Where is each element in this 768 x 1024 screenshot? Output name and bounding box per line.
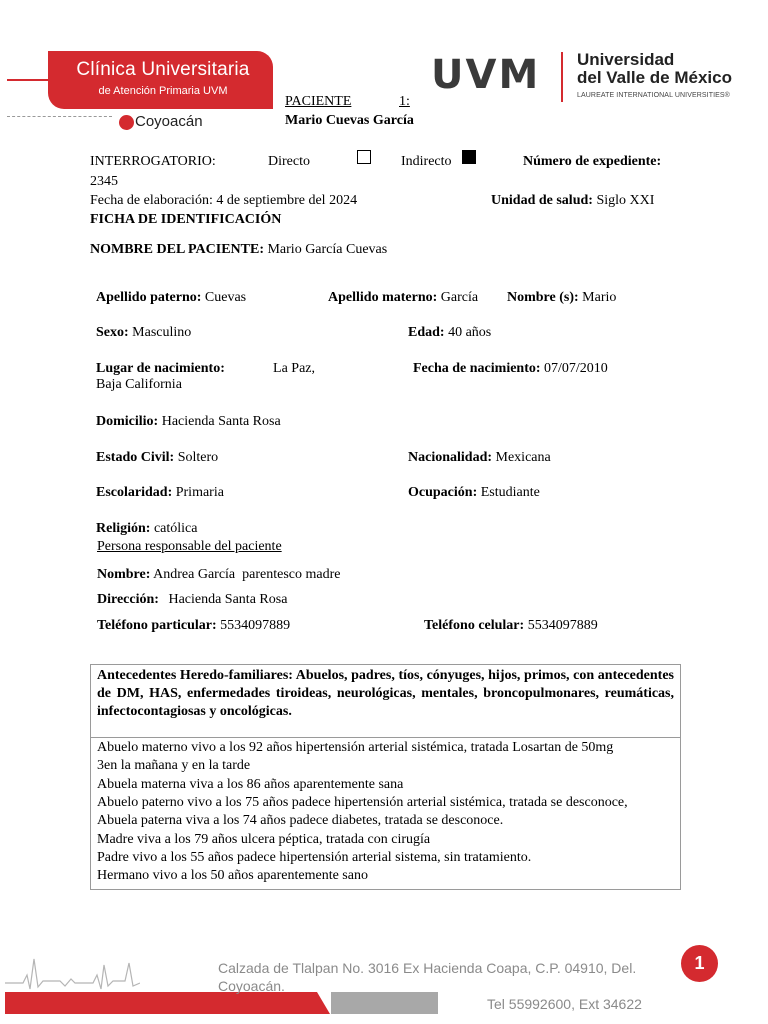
antecedentes-heading: Antecedentes Heredo-familiares: Abuelos, padres, tíos, cónyuges, hijos, primos, con antecedentes de DM, HAS, enfermedades tiroideas, neurológicas, mentales, broncopulmonares, reumáticas, infectocontagiosas y oncológicas. (97, 668, 674, 719)
footer-red-band (5, 992, 330, 1014)
directo-label: Directo (268, 154, 310, 169)
ocupacion (408, 485, 540, 501)
escolaridad-value: Primaria (175, 485, 224, 500)
lugar-nacimiento-value-2: Baja California (96, 377, 182, 392)
nacionalidad-value: Mexicana (495, 450, 551, 465)
responsable-nombre-value: Andrea García parentesco madre (153, 567, 341, 582)
domicilio (96, 414, 281, 430)
nombres-label: Nombre (s): (507, 290, 579, 305)
religion-label: Religión: (96, 521, 151, 536)
antecedentes-row: Abuelo paterno vivo a los 75 años padece hipertensión arterial sistémica, tratada se desconoce, (97, 795, 628, 810)
clinic-logo (48, 51, 273, 109)
indirecto-checkbox[interactable] (462, 150, 476, 164)
unidad-salud (491, 193, 654, 209)
patient-label: PACIENTE (285, 94, 352, 109)
fecha-nacimiento-value: 07/07/2010 (544, 361, 608, 376)
antecedentes-row: Abuelo materno vivo a los 92 años hipertensión arterial sistémica, tratada Losartan de 50mg (97, 740, 614, 755)
nombres-value: Mario (582, 290, 617, 305)
religion (96, 521, 197, 537)
indirecto-label: Indirecto (401, 154, 452, 169)
fecha-nacimiento (413, 361, 608, 377)
escolaridad (96, 485, 224, 501)
telefono-celular-label: Teléfono celular: (424, 618, 525, 633)
escolaridad-label: Escolaridad: (96, 485, 173, 500)
telefono-celular-value: 5534097889 (527, 618, 598, 633)
clinic-subtitle: de Atención Primaria UVM (98, 85, 228, 97)
fecha-nacimiento-label: Fecha de nacimiento: (413, 361, 541, 376)
responsable-direccion (97, 592, 287, 608)
unidad-salud-label: Unidad de salud: (491, 193, 593, 208)
nacionalidad-label: Nacionalidad: (408, 450, 493, 465)
footer-address-line2: Coyoacán. (218, 978, 285, 994)
nombre-paciente-label: NOMBRE DEL PACIENTE: (90, 242, 264, 257)
fecha-elaboracion-label: Fecha de elaboración: (90, 193, 213, 208)
fecha-elaboracion-value: 4 de septiembre del 2024 (216, 193, 358, 208)
domicilio-label: Domicilio: (96, 414, 159, 429)
ecg-line-icon (5, 953, 140, 993)
responsable-nombre-label: Nombre: (97, 567, 151, 582)
telefono-particular (97, 618, 290, 634)
directo-checkbox[interactable] (357, 150, 371, 164)
page-number: 1 (681, 945, 718, 982)
ficha-title: FICHA DE IDENTIFICACIÓN (90, 212, 282, 227)
university-name-line2: del Valle de México (577, 68, 732, 87)
edad-label: Edad: (408, 325, 445, 340)
university-name-line1: Universidad (577, 50, 675, 69)
antecedentes-row: Padre vivo a los 55 años padece hipertensión arterial sistema, sin tratamiento. (97, 850, 532, 865)
telefono-particular-value: 5534097889 (220, 618, 291, 633)
estado-civil-value: Soltero (177, 450, 219, 465)
interrogatorio-label: INTERROGATORIO: (90, 154, 216, 169)
footer-gray-band (331, 992, 438, 1014)
lugar-nacimiento (96, 361, 315, 393)
lugar-nacimiento-label: Lugar de nacimiento: (96, 361, 225, 376)
nombre-paciente (90, 242, 387, 258)
patient-header-name: Mario Cuevas García (285, 113, 414, 128)
responsable-direccion-label: Dirección: (97, 592, 159, 607)
fecha-elaboracion (90, 193, 357, 209)
lugar-nacimiento-value-1: La Paz, (273, 361, 315, 376)
apellido-materno-value: García (440, 290, 479, 305)
apellido-materno-label: Apellido materno: (328, 290, 438, 305)
sexo (96, 325, 191, 341)
responsable-nombre (97, 567, 340, 583)
antecedentes-table-divider (90, 737, 681, 738)
nacionalidad (408, 450, 551, 466)
footer-telephone: Tel 55992600, Ext 34622 (487, 996, 642, 1012)
campus-name: Coyoacán (135, 113, 203, 130)
antecedentes-row: 3en la mañana y en la tarde (97, 758, 251, 773)
campus-dashed-line (7, 116, 112, 117)
antecedentes-row: Madre viva a los 79 años ulcera péptica, tratada con cirugía (97, 832, 431, 847)
uvm-divider (561, 52, 563, 102)
religion-value: católica (153, 521, 198, 536)
nombre-paciente-value: Mario García Cuevas (267, 242, 388, 257)
footer-address-line1: Calzada de Tlalpan No. 3016 Ex Hacienda Coapa, C.P. 04910, Del. (218, 960, 637, 976)
expediente-value: 2345 (90, 174, 118, 189)
telefono-celular (424, 618, 598, 634)
sexo-value: Masculino (132, 325, 192, 340)
expediente-label: Número de expediente: (523, 154, 662, 169)
telefono-particular-label: Teléfono particular: (97, 618, 217, 633)
antecedentes-row: Abuela paterna viva a los 74 años padece diabetes, tratada se desconoce. (97, 813, 504, 828)
laureate-tagline: LAUREATE INTERNATIONAL UNIVERSITIES® (577, 92, 730, 99)
apellido-paterno-label: Apellido paterno: (96, 290, 202, 305)
responsable-title: Persona responsable del paciente (97, 539, 282, 554)
responsable-direccion-value: Hacienda Santa Rosa (168, 592, 288, 607)
antecedentes-row: Hermano vivo a los 50 años aparentemente sano (97, 868, 368, 883)
apellido-paterno-value: Cuevas (204, 290, 247, 305)
ocupacion-label: Ocupación: (408, 485, 478, 500)
estado-civil (96, 450, 218, 466)
clinic-name: Clínica Universitaria (76, 59, 250, 80)
edad (408, 325, 491, 341)
patient-number: 1: (399, 94, 410, 109)
ocupacion-value: Estudiante (480, 485, 540, 500)
domicilio-value: Hacienda Santa Rosa (161, 414, 281, 429)
estado-civil-label: Estado Civil: (96, 450, 175, 465)
apellido-paterno (96, 290, 246, 306)
antecedentes-row: Abuela materna viva a los 86 años aparentemente sana (97, 777, 404, 792)
edad-value: 40 años (448, 325, 492, 340)
uvm-logo: UVM (431, 52, 541, 98)
apellido-materno (328, 290, 478, 306)
nombres (507, 290, 616, 306)
sexo-label: Sexo: (96, 325, 129, 340)
campus-dot-icon (119, 115, 134, 130)
unidad-salud-value: Siglo XXI (596, 193, 655, 208)
